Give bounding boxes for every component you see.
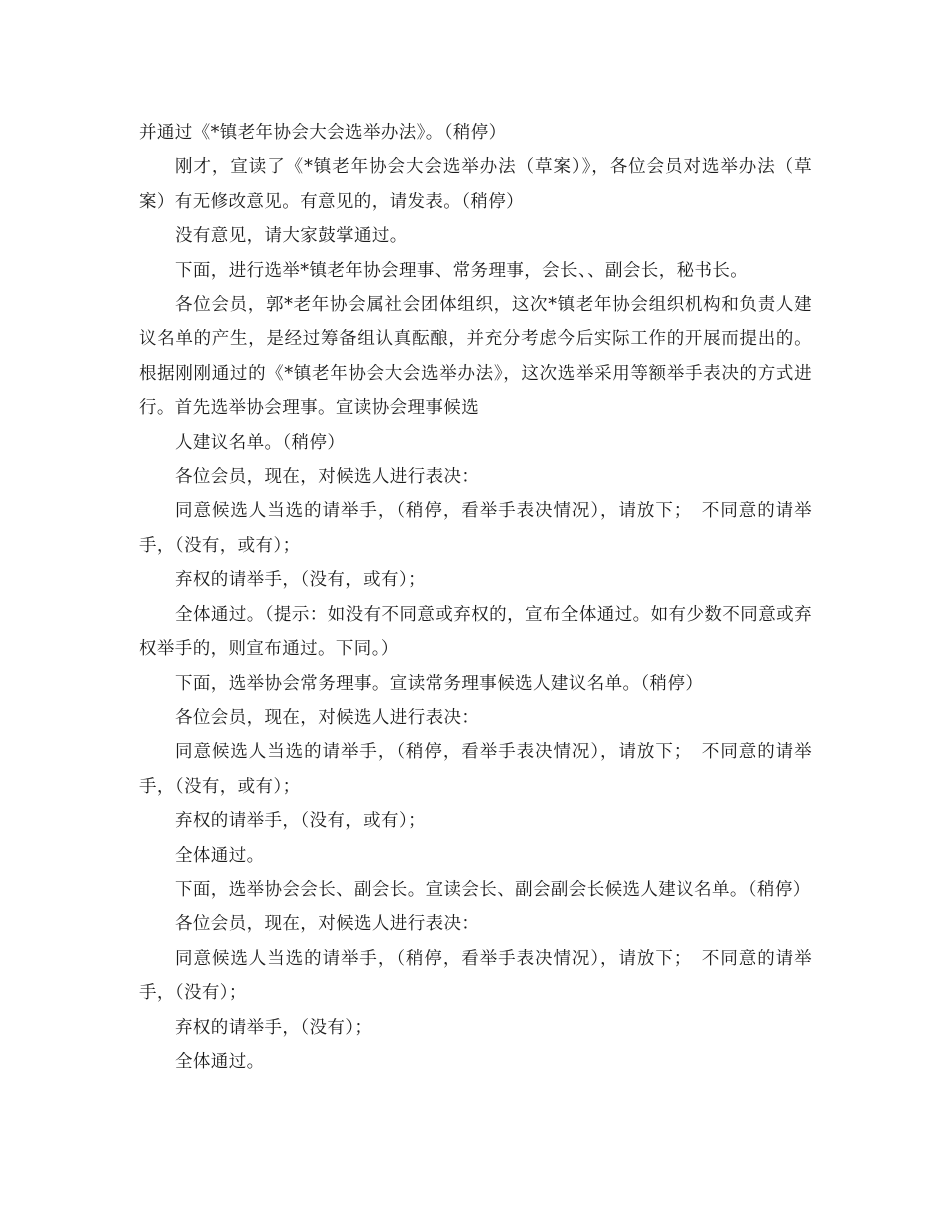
paragraph: 全体通过。	[175, 1051, 265, 1072]
paragraph: 没有意见，请大家鼓掌通过。	[175, 226, 408, 247]
paragraph: 下面，选举协会会长、副会长。宣读会长、副会副会长候选人建议名单。（稍停）	[175, 879, 811, 900]
paragraph: 各位会员，现在，对候选人进行表决：	[175, 707, 480, 728]
paragraph: 弃权的请举手，（没有）；	[175, 1017, 373, 1038]
paragraph: 全体通过。（提示：如没有不同意或弃权的，宣布全体通过。如有少数不同意或弃权举手的，则宣布通过。下同。）	[139, 604, 812, 660]
paragraph: 各位会员，现在，对候选人进行表决：	[175, 467, 480, 488]
paragraph: 刚才，宣读了《*镇老年协会大会选举办法（草案）》，各位会员对选举办法（草案）有无修改意见。有意见的，请发表。（稍停）	[139, 157, 812, 212]
paragraph: 弃权的请举手，（没有，或有）；	[175, 570, 426, 591]
paragraph: 弃权的请举手，（没有，或有）；	[175, 811, 426, 832]
paragraph: 同意候选人当选的请举手，（稍停，看举手表决情况），请放下； 不同意的请举手，（没有，或有）；	[139, 501, 812, 556]
paragraph: 各位会员，郭*老年协会属社会团体组织，这次*镇老年协会组织机构和负责人建议名单的产生，是经过筹备组认真酝酿，并充分考虑今后实际工作的开展而提出的。根据刚刚通过的《*镇老年协会大会选举办法》，这次选举采用等额举手表决的方式进行。首先选举协会理事。宣读协会理事候选	[139, 295, 812, 419]
paragraph: 全体通过。	[175, 845, 265, 866]
paragraph: 下面，进行选举*镇老年协会理事、常务理事，会长、、副会长，秘书长。	[175, 260, 749, 281]
paragraph: 各位会员，现在，对候选人进行表决：	[175, 914, 480, 935]
paragraph: 并通过《*镇老年协会大会选举办法》。（稍停）	[139, 123, 507, 143]
document-body	[139, 116, 812, 1079]
paragraph: 同意候选人当选的请举手，（稍停，看举手表决情况），请放下； 不同意的请举手，（没有）；	[139, 948, 812, 1004]
paragraph: 同意候选人当选的请举手，（稍停，看举手表决情况），请放下； 不同意的请举手，（没有，或有）；	[139, 742, 812, 797]
paragraph: 人建议名单。（稍停）	[175, 432, 346, 453]
paragraph: 下面，选举协会常务理事。宣读常务理事候选人建议名单。（稍停）	[175, 673, 704, 694]
